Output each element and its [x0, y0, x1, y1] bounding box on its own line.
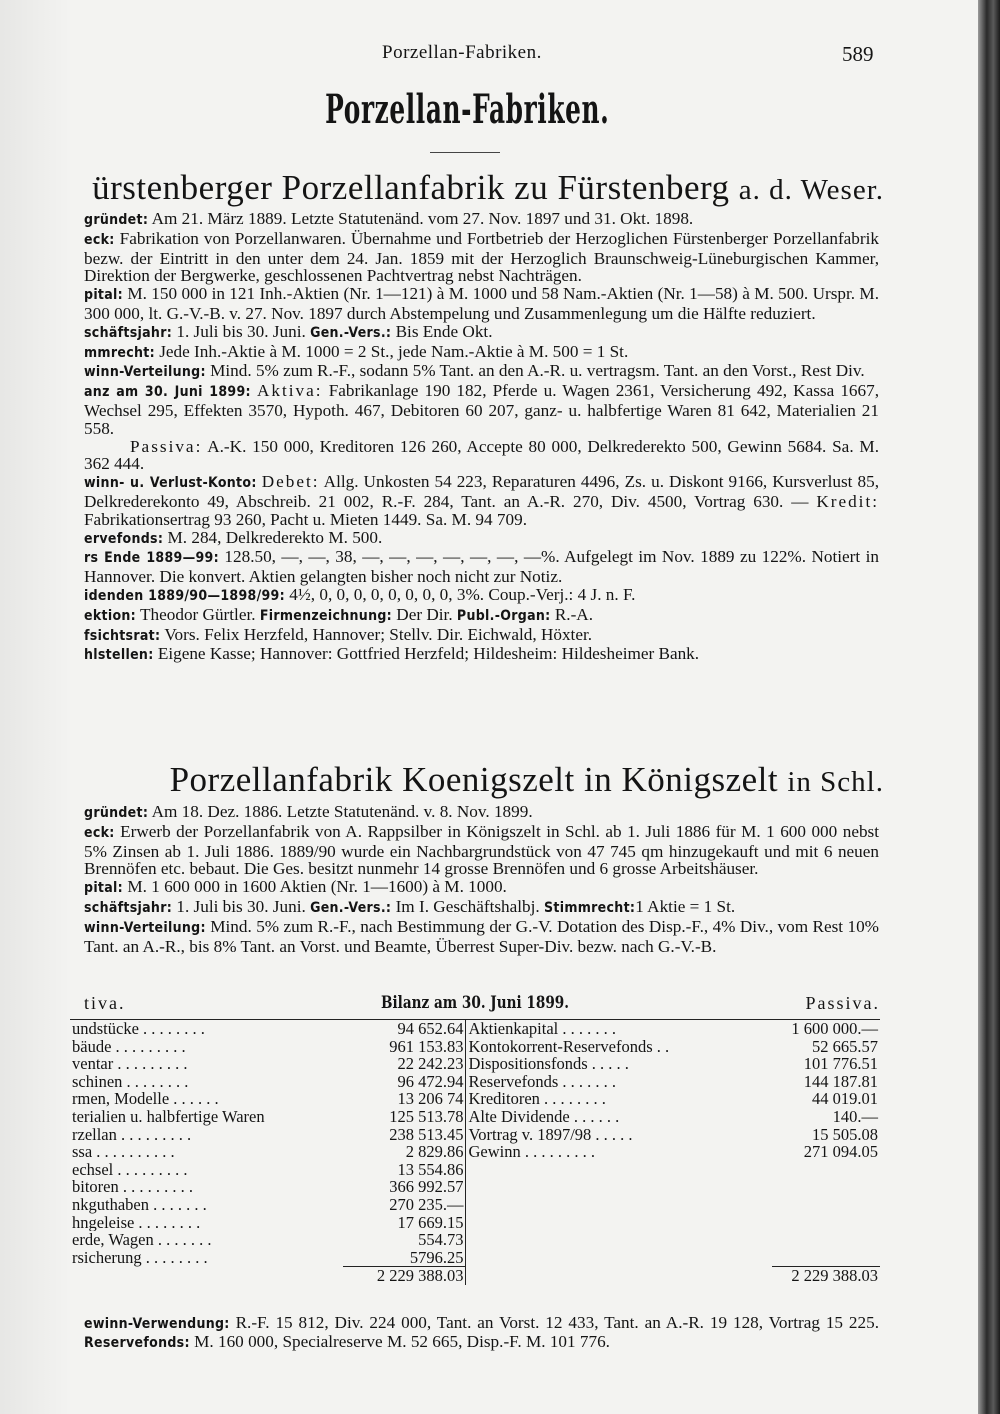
label2-gewinnverwendung: ewinn-Verwendung:	[84, 1316, 230, 1332]
passiva-item-label: Reservefonds . . . . . . .	[468, 1071, 617, 1091]
balance-row	[70, 1214, 880, 1232]
text-kredit-label: Kredit:	[816, 491, 879, 511]
passiva-item-value: 52 665.57	[812, 1036, 878, 1056]
text-direktion: Theodor Gürtler.	[140, 604, 256, 624]
label-zweck: eck:	[84, 231, 115, 248]
text-passiva-label: Passiva:	[130, 436, 203, 456]
firm-2-body	[84, 803, 879, 955]
passiva-item-label	[466, 1196, 772, 1214]
firm-2-name: Porzellanfabrik Koenigszelt in Königszelt	[169, 760, 779, 799]
passiva-total-label	[466, 1267, 772, 1285]
aktiva-item-value: 2 829.86	[343, 1143, 466, 1161]
passiva-item-label	[466, 1231, 772, 1249]
passiva-item-value: 1 600 000.—	[772, 1020, 880, 1038]
label2-reservefonds: Reservefonds:	[84, 1335, 190, 1351]
label-kapital: pital:	[84, 287, 124, 304]
text-firmenzeichnung: Der Dir.	[396, 604, 453, 624]
label2-geschaeftsjahr: schäftsjahr:	[84, 899, 173, 916]
aktiva-item-value: 961 153.83	[343, 1038, 466, 1056]
passiva-item-label	[466, 1249, 772, 1267]
label-gegruendet: gründet:	[84, 212, 149, 228]
aktiva-item-label: echsel . . . . . . . . .	[72, 1160, 188, 1179]
balance-title: Bilanz am 30. Juni 1899.	[380, 993, 570, 1013]
text-zahlstellen: Eigene Kasse; Hannover: Gottfried Herzfeld; Hildesheim: Hildesheimer Bank.	[157, 644, 700, 664]
aktiva-item-label: bitoren . . . . . . . . .	[72, 1178, 193, 1196]
balance-row	[70, 1178, 880, 1196]
passiva-item-label: Vortrag v. 1897/98 . . . . .	[468, 1124, 633, 1144]
label-stimmrecht: mmrecht:	[84, 344, 155, 361]
label-publ: Publ.-Organ:	[456, 607, 551, 624]
firm-2-suffix: in Schl.	[787, 766, 884, 798]
text2-genvers: Im I. Geschäftshalbj.	[395, 896, 540, 916]
passiva-item-value: 44 019.01	[812, 1089, 878, 1109]
passiva-item-value	[772, 1196, 880, 1214]
passiva-item-value: 101 776.51	[803, 1054, 878, 1074]
passiva-item-value: 15 505.08	[812, 1124, 878, 1144]
scan-shadow	[0, 0, 70, 1414]
text-stimmrecht: Jede Inh.-Aktie à M. 1000 = 2 St., jede Nam.-Aktie à M. 500 = 1 St.	[159, 341, 629, 361]
text-geschaeftsjahr: 1. Juli bis 30. Juni.	[176, 321, 306, 341]
text-kredit: Fabrikationsertrag 93 260, Pacht u. Mieten 1449. Sa. M. 94 709.	[84, 509, 527, 529]
passiva-item-label: Kreditoren . . . . . . . .	[468, 1089, 606, 1109]
text-genvers: Bis Ende Okt.	[395, 321, 493, 341]
page-number: 589	[842, 42, 874, 66]
aktiva-item-label: terialien u. halbfertige Waren	[72, 1107, 265, 1126]
text-kurs: 128.50, —, —, 38, —, —, —, —, —, —, —%. Aufgelegt im Nov. 1889 zu 122%. Notiert in Hannover. Die konvert. Aktien gelangten bisher noch nicht zur Notiz.	[84, 547, 879, 587]
text-aufsichtsrat: Vors. Felix Herzfeld, Hannover; Stellv. Dir. Eichwald, Höxter.	[164, 624, 593, 644]
running-title: Porzellan-Fabriken.	[382, 42, 542, 63]
aktiva-item-value: 22 242.23	[343, 1055, 466, 1073]
firm-1-body	[84, 210, 879, 665]
title-rule	[430, 152, 500, 153]
label2-zweck: eck:	[84, 824, 115, 841]
book-binding-edge	[978, 0, 1000, 1414]
balance-row	[70, 1249, 880, 1267]
passiva-item-value	[772, 1161, 880, 1179]
aktiva-item-label: rsicherung . . . . . . . .	[72, 1248, 208, 1267]
text2-gegruendet: Am 18. Dez. 1886. Letzte Statutenänd. v. 8. Nov. 1899.	[151, 802, 533, 821]
text2-gewinnverwendung: R.-F. 15 812, Div. 224 000, Tant. an Vorst. 12 433, Tant. an A.-R. 19 128, Vortrag 15 225.	[235, 1313, 880, 1332]
aktiva-total-value: 2 229 388.03	[343, 1267, 466, 1285]
text2-reservefonds: M. 160 000, Specialreserve M. 52 665, Disp.-F. M. 101 776.	[194, 1332, 610, 1351]
text-dividenden: 4½, 0, 0, 0, 0, 0, 0, 0, 0, 3%. Coup.-Verj.: 4 J. n. F.	[289, 584, 636, 604]
balance-passiva-heading: Passiva.	[805, 993, 880, 1013]
text-publ: R.-A.	[554, 604, 594, 624]
balance-aktiva-heading: tiva.	[84, 993, 126, 1013]
firm-2-footnote	[84, 1314, 879, 1352]
firm-1-suffix: a. d. Weser.	[738, 174, 884, 206]
aktiva-item-value: 554.73	[343, 1231, 466, 1249]
passiva-item-value: 140.—	[832, 1106, 878, 1126]
section-title: Porzellan-Fabriken.	[325, 86, 610, 133]
passiva-item-value: 271 094.05	[803, 1142, 878, 1162]
label2-stimmrecht: Stimmrecht:	[544, 899, 636, 916]
text-gewinnverteilung: Mind. 5% zum R.-F., sodann 5% Tant. an den A.-R. u. vertragsm. Tant. an den Vorst., Rest Div.	[210, 361, 865, 381]
aktiva-item-label: ventar . . . . . . . . .	[72, 1055, 188, 1073]
text2-stimmrecht: 1 Aktie = 1 St.	[635, 896, 736, 916]
label2-gewinnverteilung: winn-Verteilung:	[84, 919, 206, 936]
aktiva-item-label: rzellan . . . . . . . . .	[72, 1125, 192, 1144]
passiva-item-value	[772, 1214, 880, 1232]
aktiva-item-label: hngeleise . . . . . . . .	[72, 1213, 201, 1232]
passiva-item-value	[772, 1178, 880, 1196]
aktiva-item-value: 366 992.57	[343, 1178, 466, 1196]
aktiva-item-value: 13 206 74	[343, 1090, 466, 1108]
text-zweck: Fabrikation von Porzellanwaren. Übernahme und Fortbetrieb der Herzoglichen Fürstenberger Porzellanfabrik bezw. der Eintritt in den unter dem 24. Jan. 1859 mit der Herzoglich Braunschweig-Lüneburgischen Kammer, Direktion der Bergwerke, geschlossenen Pachtvertrag nebst Nachträgen.	[84, 228, 879, 286]
aktiva-item-value: 5796.25	[343, 1249, 466, 1267]
aktiva-item-label: nkguthaben . . . . . . .	[72, 1195, 207, 1214]
aktiva-item-label: ssa . . . . . . . . . .	[72, 1143, 175, 1161]
firm-1-title	[84, 168, 884, 208]
balance-row	[70, 1108, 880, 1126]
text-kapital: M. 150 000 in 121 Inh.-Aktien (Nr. 1—121) à M. 1000 und 58 Nam.-Aktien (Nr. 1—58) à M. 500. Urspr. M. 300 000, lt. G.-V.-B. v. 27. Nov. 1897 durch Abstempelung und Zusammenlegung um die Hälfte reduziert.	[84, 284, 879, 323]
label2-genvers: Gen.-Vers.:	[310, 899, 392, 916]
label-direktion: ektion:	[84, 607, 137, 624]
aktiva-item-label: rmen, Modelle . . . . . .	[72, 1090, 219, 1108]
text2-zweck: Erwerb der Porzellanfabrik von A. Rappsilber in Königszelt in Schl. ab 1. Juli 1886 für M. 1 600 000 nebst 5% Zinsen ab 1. Juli 1886. 1889/90 wurde ein Nachbargrundstück von 47 745 qm hinzugekauft und mit 6 neuen Brennöfen etc. bebaut. Die Ges. besitzt nunmehr 14 grosse Brennöfen und 6 grosse Arbeitshäuser.	[84, 821, 880, 879]
balance-row	[70, 1231, 880, 1249]
label-bilanz: anz am 30. Juni 1899:	[84, 384, 251, 401]
aktiva-item-label: undstücke . . . . . . . .	[70, 1020, 343, 1038]
balance-row	[70, 1161, 880, 1179]
label-kurs: rs Ende 1889—99:	[84, 550, 219, 567]
balance-row	[70, 1196, 880, 1214]
passiva-item-label	[466, 1214, 772, 1232]
text-passiva: A.-K. 150 000, Kreditoren 126 260, Accepte 80 000, Delkrederekto 500, Gewinn 5684. Sa. M. 362 444.	[84, 436, 880, 474]
label-aufsichtsrat: fsichtsrat:	[84, 627, 161, 644]
passiva-item-label: Kontokorrent-Reservefonds . .	[468, 1036, 670, 1056]
balance-row	[70, 1020, 880, 1038]
passiva-item-value	[772, 1231, 880, 1249]
balance-total-row	[70, 1267, 880, 1285]
label-reservefonds: ervefonds:	[84, 530, 164, 547]
aktiva-total-label	[70, 1267, 343, 1285]
label-firmenzeichnung: Firmenzeichnung:	[259, 607, 392, 624]
firm-1-name: ürstenberger Porzellanfabrik zu Fürstenberg	[92, 168, 730, 207]
balance-row	[70, 1126, 880, 1144]
text-gegruendet: Am 21. März 1889. Letzte Statutenänd. vom 27. Nov. 1897 und 31. Okt. 1898.	[151, 209, 694, 228]
label2-gegruendet: gründet:	[84, 805, 149, 821]
balance-table	[70, 1019, 880, 1285]
passiva-item-value: 144 187.81	[803, 1071, 878, 1091]
text2-geschaeftsjahr: 1. Juli bis 30. Juni.	[176, 896, 306, 916]
aktiva-item-value: 17 669.15	[343, 1214, 466, 1232]
text2-kapital: M. 1 600 000 in 1600 Aktien (Nr. 1—1600) à M. 1000.	[127, 877, 507, 897]
aktiva-item-value: 94 652.64	[343, 1020, 466, 1038]
passiva-item-label	[466, 1178, 772, 1196]
label-geschaeftsjahr: schäftsjahr:	[84, 324, 173, 341]
passiva-item-label: Dispositionsfonds . . . . .	[468, 1054, 629, 1074]
balance-row	[70, 1038, 880, 1056]
text-aktiva: Fabrikanlage 190 182, Pferde u. Wagen 2361, Versicherung 492, Kassa 1667, Wechsel 295, Effekten 3570, Hypoth. 467, Debitoren 60 207, ganz- u. halbfertige Waren 81 642, Materialien 21 558.	[84, 381, 880, 438]
aktiva-item-value: 96 472.94	[343, 1073, 466, 1091]
passiva-item-label: Gewinn . . . . . . . . .	[468, 1142, 595, 1162]
label-gewinnverteilung: winn-Verteilung:	[84, 364, 206, 381]
passiva-item-label: Alte Dividende . . . . . .	[468, 1106, 620, 1126]
firm-2-title	[84, 760, 884, 800]
balance-row	[70, 1073, 880, 1091]
aktiva-item-label: schinen . . . . . . . .	[72, 1072, 189, 1091]
label-guv: winn- u. Verlust-Konto:	[84, 475, 257, 492]
text-debet-label: Debet:	[261, 472, 320, 492]
aktiva-item-value: 125 513.78	[343, 1108, 466, 1126]
aktiva-item-value: 238 513.45	[343, 1126, 466, 1144]
aktiva-item-value: 13 554.86	[343, 1161, 466, 1179]
passiva-item-value	[772, 1249, 880, 1267]
balance-row	[70, 1143, 880, 1161]
aktiva-item-value: 270 235.—	[343, 1196, 466, 1214]
text2-gewinnverteilung: Mind. 5% zum R.-F., nach Bestimmung der G.-V. Dotation des Disp.-F., 4% Div., vom Rest 10% Tant. an A.-R., bis 8% Tant. an Vorst. und Beamte, Überrest Super-Div. bezw. nach G.-V.-B.	[84, 916, 879, 956]
text-reservefonds: M. 284, Delkrederekto M. 500.	[167, 527, 383, 547]
text-aktiva-label: Aktiva:	[257, 381, 323, 401]
balance-row	[70, 1055, 880, 1073]
label-dividenden: idenden 1889/90—1898/99:	[84, 587, 285, 604]
balance-row	[70, 1090, 880, 1108]
label2-kapital: pital:	[84, 880, 124, 897]
passiva-total-value: 2 229 388.03	[772, 1267, 880, 1285]
label-genvers: Gen.-Vers.:	[310, 324, 392, 341]
passiva-item-label: Aktienkapital . . . . . . .	[466, 1020, 772, 1038]
label-zahlstellen: hlstellen:	[84, 647, 154, 664]
aktiva-item-label: erde, Wagen . . . . . . .	[72, 1231, 212, 1249]
text-debet: Allg. Unkosten 54 223, Reparaturen 4496, Zs. u. Diskont 9166, Kursverlust 85, Delkrederekonto 49, Abschreib. 21 002, R.-F. 284, Tant. an A.-R. 270, Div. 4500, Vortrag 630. —	[84, 472, 879, 511]
passiva-item-label	[466, 1161, 772, 1179]
aktiva-item-label: bäude . . . . . . . . .	[72, 1037, 186, 1056]
